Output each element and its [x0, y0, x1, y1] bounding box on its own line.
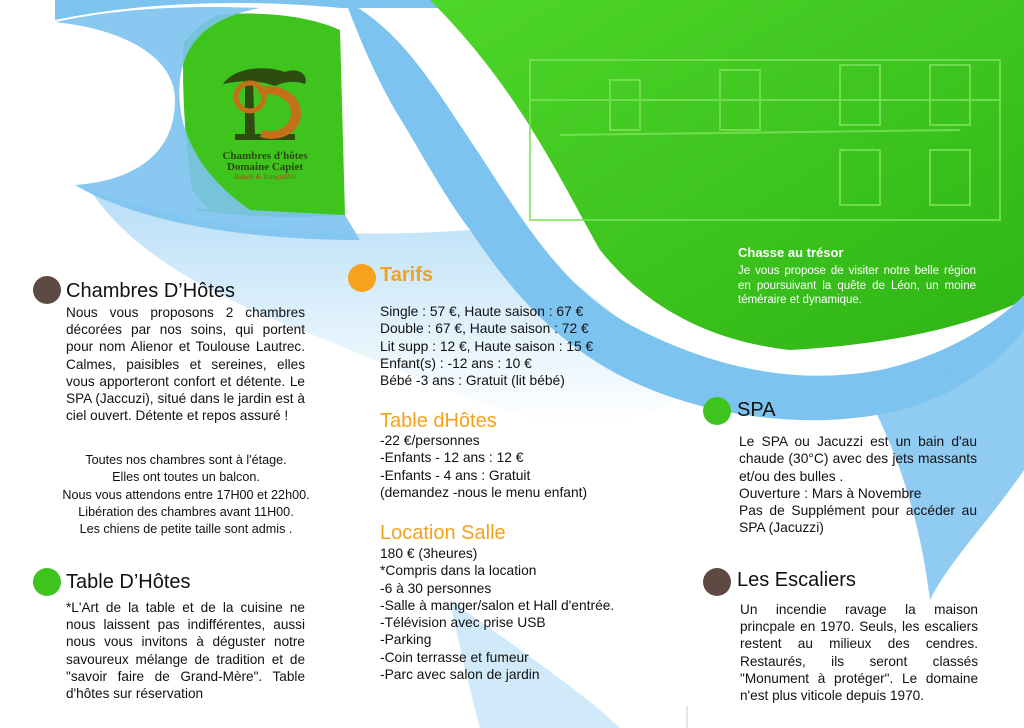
spa-line: Le SPA ou Jacuzzi est un bain d'au chaude (30°C) avec des jets massants et/ou des bulles .	[739, 434, 977, 484]
logo-name-line1: Chambres d'hôtes	[222, 150, 308, 162]
table-dhotes-title: Table dHôtes	[380, 410, 497, 432]
spa-line: Pas de Supplément pour accéder au SPA (Jacuzzi)	[739, 503, 977, 536]
note-line: Les chiens de petite taille sont admis .	[79, 522, 293, 537]
bullet-tarifs	[348, 264, 376, 292]
escaliers-title: Les Escaliers	[737, 569, 856, 591]
spa-line: Ouverture : Mars à Novembre	[739, 485, 922, 501]
domaine-logo	[205, 62, 325, 182]
escaliers-body: Un incendie ravage la maison princpale en 1970. Seuls, les escaliers restent au milieux des cendres. Restaurés, ils seront classés "Monument à protéger". Le domaine n'est plus viticole depuis 1970.	[740, 602, 978, 704]
table-dhotes-line: -22 €/personnes	[380, 433, 480, 448]
chambres-title: Chambres D’Hôtes	[66, 280, 235, 302]
table-title: Table D’Hôtes	[66, 571, 191, 593]
spa-title: SPA	[737, 399, 776, 421]
location-line: -Télévision avec prise USB	[380, 615, 546, 631]
tarif-line: Lit supp : 12 €, Haute saison : 15 €	[380, 338, 594, 354]
tarif-line: Double : 67 €, Haute saison : 72 €	[380, 321, 589, 337]
location-line: *Compris dans la location	[380, 563, 537, 579]
location-title: Location Salle	[380, 522, 506, 544]
table-dhotes-list	[380, 432, 620, 501]
table-dhotes-line: (demandez -nous le menu enfant)	[380, 484, 588, 500]
note-line: Elles ont toutes un balcon.	[112, 470, 260, 485]
bullet-escaliers	[703, 568, 731, 596]
tarifs-list	[380, 303, 620, 389]
tarif-line: Enfant(s) : -12 ans : 10 €	[380, 355, 532, 371]
logo-tagline: Balade & Tranquillité	[234, 173, 296, 181]
chasse-body: Je vous propose de visiter notre belle région en poursuivant la quête de Léon, un moine téméraire et dynamique.	[738, 265, 976, 306]
spa-list	[739, 433, 977, 537]
location-line: -6 à 30 personnes	[380, 580, 492, 596]
note-line: Toutes nos chambres sont à l'étage.	[85, 453, 287, 467]
tarif-line: Bébé -3 ans : Gratuit (lit bébé)	[380, 373, 565, 389]
chambres-body: Nous vous proposons 2 chambres décorées par nos soins, qui portent pour nom Alienor et Toulouse Lautrec. Calmes, paisibles et sereines, elles vous apporteront confort et détente. Le SPA (Jaccuzi), situé dans le jardin est à ciel ouvert. Détente et repos assuré !	[66, 305, 305, 424]
bullet-spa	[703, 397, 731, 425]
location-line: -Parc avec salon de jardin	[380, 667, 540, 683]
note-line: Libération des chambres avant 11H00.	[78, 504, 294, 519]
tarifs-title: Tarifs	[380, 264, 433, 286]
bullet-table	[33, 568, 61, 596]
table-dhotes-line: -Enfants - 12 ans : 12 €	[380, 450, 524, 466]
chasse-title: Chasse au trésor	[738, 245, 844, 260]
location-line: -Parking	[380, 632, 432, 648]
table-body: *L'Art de la table et de la cuisine ne nous laissent pas indifférentes, aussi nous vous invitons à déguster notre savoureux mélange de tradition et de "savoir faire de Grand-Mère". Table d'hôtes sur réservation	[66, 600, 305, 702]
table-dhotes-line: -Enfants - 4 ans : Gratuit	[380, 467, 531, 483]
logo-name-line2: Domaine Capiet	[226, 161, 304, 173]
location-list	[380, 545, 618, 683]
logo-emblem-icon	[205, 62, 325, 152]
location-line: 180 € (3heures)	[380, 546, 478, 561]
chambres-notes	[58, 452, 314, 538]
note-line: Nous vous attendons entre 17H00 et 22h00.	[62, 487, 310, 502]
location-line: -Coin terrasse et fumeur	[380, 649, 529, 665]
location-line: -Salle à manger/salon et Hall d'entrée.	[380, 597, 615, 613]
tarif-line: Single : 57 €, Haute saison : 67 €	[380, 304, 584, 319]
bullet-chambres	[33, 276, 61, 304]
